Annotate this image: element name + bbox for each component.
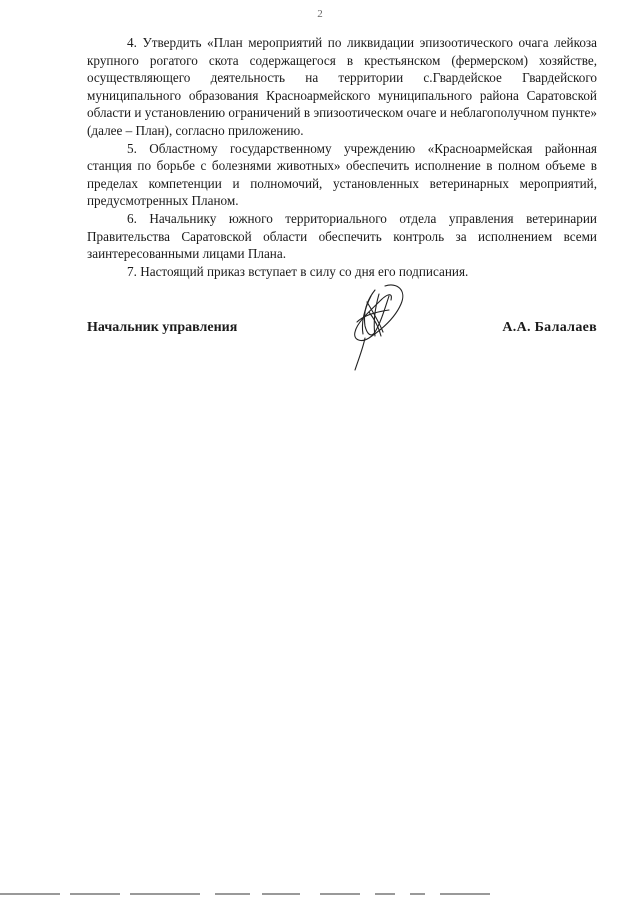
signature-block: [87, 320, 597, 340]
order-body: [87, 34, 597, 280]
paragraph-6: 6. Начальнику южного территориального отдела управления ветеринарии Правительства Саратовской области обеспечить контроль за исполнением всеми заинтересованными лицами Плана.: [87, 210, 597, 262]
signatory-title: Начальник управления: [87, 320, 238, 335]
scan-edge-dashes: [0, 891, 640, 897]
paragraph-4: 4. Утвердить «План мероприятий по ликвидации эпизоотического очага лейкоза крупного рогатого скота содержащегося в крестьянском (фермерском) хозяйстве, осуществляющего деятельность на территории с.Гвардейское Гвардейского муниципального образования Красноармейского муниципального района Саратовской области и установлению ограничений в эпизоотическом очаге и неблагополучном пункте» (далее – План), согласно приложению.: [87, 35, 597, 138]
signatory-name: А.А. Балалаев: [502, 320, 597, 335]
paragraph-7: 7. Настоящий приказ вступает в силу со дня его подписания.: [127, 263, 469, 279]
page-number: 2: [317, 8, 323, 20]
paragraph-5: 5. Областному государственному учреждению «Красноармейская районная станция по борьбе с болезнями животных» обеспечить исполнение в полном объеме в пределах компетенции и полномочий, установленных ветеринарных мероприятий, предусмотренных Планом.: [87, 140, 597, 209]
